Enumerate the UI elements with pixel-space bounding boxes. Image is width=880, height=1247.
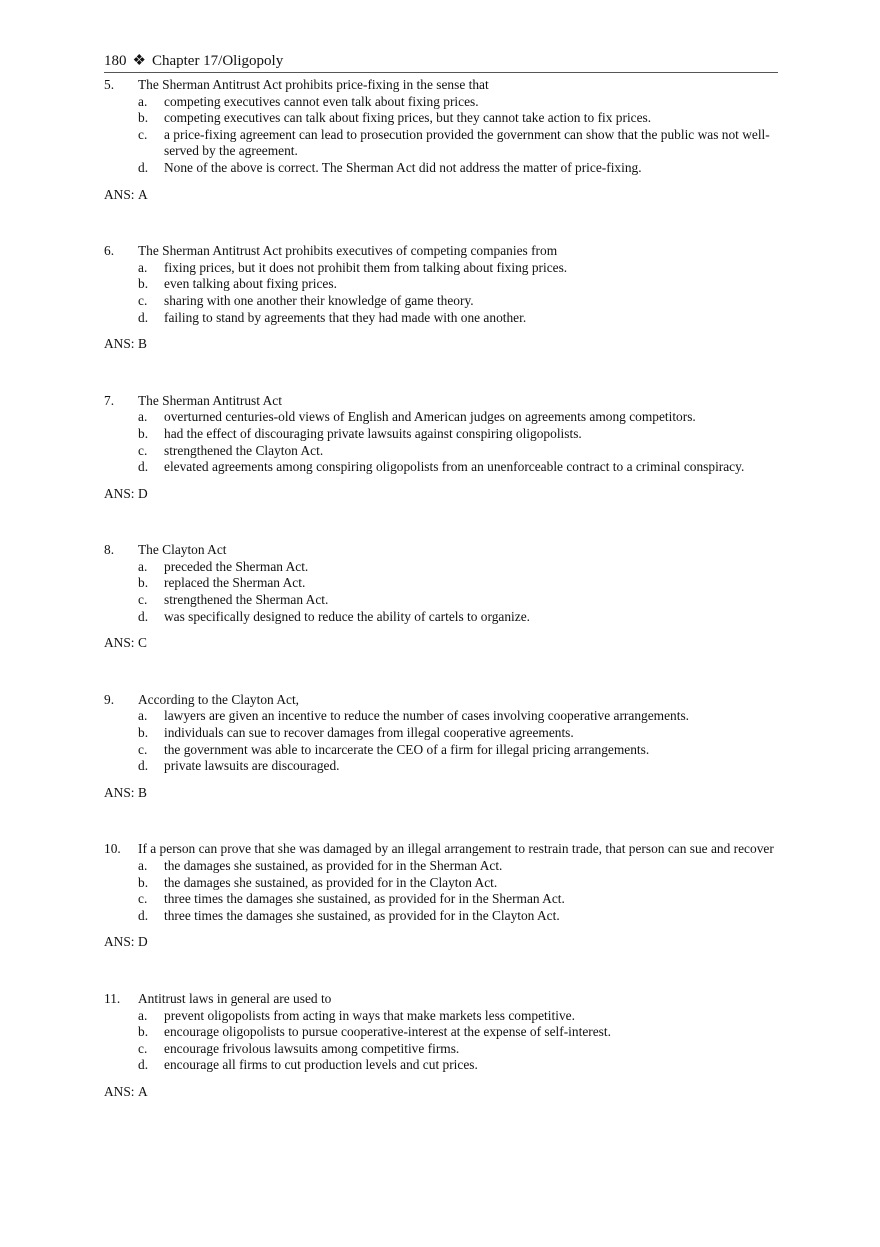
option-text: the damages she sustained, as provided for in the Sherman Act. xyxy=(164,858,503,873)
question-text: If a person can prove that she was damaged by an illegal arrangement to restrain trade, that person can sue and recover xyxy=(138,841,774,857)
answer-options xyxy=(138,1008,778,1074)
answer-option xyxy=(138,110,778,127)
answer-options xyxy=(138,94,778,177)
answer-line xyxy=(104,1084,778,1101)
option-text: had the effect of discouraging private lawsuits against conspiring oligopolists. xyxy=(164,425,582,441)
option-letter: d. xyxy=(138,309,149,325)
answer-option xyxy=(138,310,778,327)
option-letter: b. xyxy=(138,110,149,126)
answer-label: ANS: xyxy=(104,1083,135,1099)
answer-value: C xyxy=(138,635,147,651)
question-item xyxy=(104,841,778,951)
answer-options xyxy=(138,260,778,326)
answer-option xyxy=(138,127,778,160)
answer-option xyxy=(138,875,778,892)
question-number: 8. xyxy=(104,542,115,558)
option-text: elevated agreements among conspiring oligopolists from an unenforceable contract to a criminal conspiracy. xyxy=(164,459,745,475)
option-letter: b. xyxy=(138,874,149,890)
answer-options xyxy=(138,559,778,625)
question-item xyxy=(104,692,778,802)
chapter-title: Chapter 17/Oligopoly xyxy=(151,53,284,69)
option-text: competing executives can talk about fixing prices, but they cannot take action to fix prices. xyxy=(164,110,652,126)
option-letter: d. xyxy=(138,159,149,175)
answer-label: ANS: xyxy=(104,934,135,950)
answer-value: D xyxy=(138,934,148,950)
answer-option xyxy=(138,426,778,443)
option-letter: c. xyxy=(138,592,148,608)
question-text: The Clayton Act xyxy=(138,542,227,558)
option-text: failing to stand by agreements that they had made with one another. xyxy=(164,309,527,325)
answer-option xyxy=(138,94,778,111)
option-letter: b. xyxy=(138,725,149,741)
option-letter: a. xyxy=(138,1007,148,1023)
question-item xyxy=(104,393,778,503)
option-letter: b. xyxy=(138,276,149,292)
option-letter: c. xyxy=(138,1040,148,1056)
option-letter: b. xyxy=(138,425,149,441)
answer-option xyxy=(138,1008,778,1025)
option-letter: c. xyxy=(138,891,148,907)
option-text: encourage frivolous lawsuits among competitive firms. xyxy=(164,1040,460,1056)
option-text: fixing prices, but it does not prohibit them from talking about fixing prices. xyxy=(164,259,568,275)
answer-line xyxy=(104,187,778,204)
option-text: three times the damages she sustained, as provided for in the Clayton Act. xyxy=(164,907,560,923)
answer-option xyxy=(138,293,778,310)
option-text: individuals can sue to recover damages from illegal cooperative agreements. xyxy=(164,725,574,741)
option-letter: a. xyxy=(138,858,148,873)
option-text: strengthened the Sherman Act. xyxy=(164,592,329,608)
option-text: even talking about fixing prices. xyxy=(164,276,337,292)
answer-option xyxy=(138,443,778,460)
option-letter: a. xyxy=(138,93,148,109)
option-text: lawyers are given an incentive to reduce the number of cases involving cooperative arrangements. xyxy=(164,708,690,724)
option-letter: c. xyxy=(138,126,148,142)
answer-option xyxy=(138,609,778,626)
question-number: 11. xyxy=(104,990,121,1006)
option-letter: a. xyxy=(138,558,148,574)
option-letter: d. xyxy=(138,907,149,923)
page-number: 180 xyxy=(104,53,127,69)
option-letter: c. xyxy=(138,442,148,458)
question-item xyxy=(104,991,778,1101)
question-number: 10. xyxy=(104,841,121,857)
answer-line xyxy=(104,336,778,353)
answer-label: ANS: xyxy=(104,186,135,202)
answer-options xyxy=(138,708,778,774)
option-letter: b. xyxy=(138,575,149,591)
option-text: the damages she sustained, as provided for in the Clayton Act. xyxy=(164,874,498,890)
answer-option xyxy=(138,160,778,177)
option-letter: a. xyxy=(138,708,148,724)
option-letter: b. xyxy=(138,1024,149,1040)
question-item xyxy=(104,243,778,353)
question-text: The Sherman Antitrust Act prohibits executives of competing companies from xyxy=(138,243,558,259)
option-text: preceded the Sherman Act. xyxy=(164,558,309,574)
option-text: encourage oligopolists to pursue cooperative-interest at the expense of self-interest. xyxy=(164,1024,611,1040)
document-page xyxy=(104,52,778,1141)
answer-option xyxy=(138,1041,778,1058)
question-number: 7. xyxy=(104,392,115,408)
option-text: competing executives cannot even talk about fixing prices. xyxy=(164,93,479,109)
question-item xyxy=(104,77,778,203)
answer-option xyxy=(138,758,778,775)
answer-option xyxy=(138,276,778,293)
diamond-separator-icon: ❖ xyxy=(132,53,146,69)
answer-value: D xyxy=(138,485,148,501)
option-text: three times the damages she sustained, as provided for in the Sherman Act. xyxy=(164,891,565,907)
answer-label: ANS: xyxy=(104,485,135,501)
answer-option xyxy=(138,742,778,759)
option-text: sharing with one another their knowledge of game theory. xyxy=(164,292,474,308)
answer-label: ANS: xyxy=(104,784,135,800)
answer-option xyxy=(138,891,778,908)
answer-option xyxy=(138,260,778,277)
answer-option xyxy=(138,708,778,725)
option-text: private lawsuits are discouraged. xyxy=(164,758,340,774)
option-text: overturned centuries-old views of English and American judges on agreements among competitors. xyxy=(164,409,696,425)
option-letter: d. xyxy=(138,758,149,774)
answer-line xyxy=(104,934,778,951)
answer-option xyxy=(138,409,778,426)
answer-option xyxy=(138,908,778,925)
question-text: Antitrust laws in general are used to xyxy=(138,990,332,1006)
answer-line xyxy=(104,785,778,802)
question-text: The Sherman Antitrust Act xyxy=(138,392,282,408)
answer-option xyxy=(138,858,778,875)
question-list xyxy=(104,77,778,1101)
option-letter: d. xyxy=(138,459,149,475)
answer-line xyxy=(104,486,778,503)
question-number: 9. xyxy=(104,691,115,707)
option-text: prevent oligopolists from acting in ways that make markets less competitive. xyxy=(164,1007,575,1023)
option-text: None of the above is correct. The Sherman Act did not address the matter of price-fixing. xyxy=(164,159,642,175)
option-letter: a. xyxy=(138,409,148,425)
option-letter: a. xyxy=(138,259,148,275)
answer-label: ANS: xyxy=(104,635,135,651)
option-text: encourage all firms to cut production levels and cut prices. xyxy=(164,1057,478,1073)
option-text: a price-fixing agreement can lead to prosecution provided the government can show that the public was not well-served by the agreement. xyxy=(164,126,770,159)
question-item xyxy=(104,542,778,652)
answer-option xyxy=(138,1057,778,1074)
option-letter: d. xyxy=(138,1057,149,1073)
answer-option xyxy=(138,725,778,742)
question-number: 6. xyxy=(104,243,115,259)
question-number: 5. xyxy=(104,77,115,92)
option-letter: d. xyxy=(138,608,149,624)
answer-option xyxy=(138,592,778,609)
answer-value: A xyxy=(138,1083,148,1099)
answer-value: B xyxy=(138,336,147,352)
answer-option xyxy=(138,559,778,576)
answer-options xyxy=(138,409,778,475)
answer-option xyxy=(138,575,778,592)
option-letter: c. xyxy=(138,292,148,308)
answer-label: ANS: xyxy=(104,336,135,352)
option-text: replaced the Sherman Act. xyxy=(164,575,306,591)
answer-value: B xyxy=(138,784,147,800)
option-text: was specifically designed to reduce the ability of cartels to organize. xyxy=(164,608,530,624)
answer-options xyxy=(138,858,778,924)
answer-option xyxy=(138,459,778,476)
option-text: the government was able to incarcerate the CEO of a firm for illegal pricing arrangements. xyxy=(164,741,650,757)
option-text: strengthened the Clayton Act. xyxy=(164,442,324,458)
question-text: According to the Clayton Act, xyxy=(138,691,300,707)
option-letter: c. xyxy=(138,741,148,757)
answer-option xyxy=(138,1024,778,1041)
page-header xyxy=(104,52,778,73)
question-text: The Sherman Antitrust Act prohibits price-fixing in the sense that xyxy=(138,77,489,92)
answer-line xyxy=(104,635,778,652)
answer-value: A xyxy=(138,186,148,202)
